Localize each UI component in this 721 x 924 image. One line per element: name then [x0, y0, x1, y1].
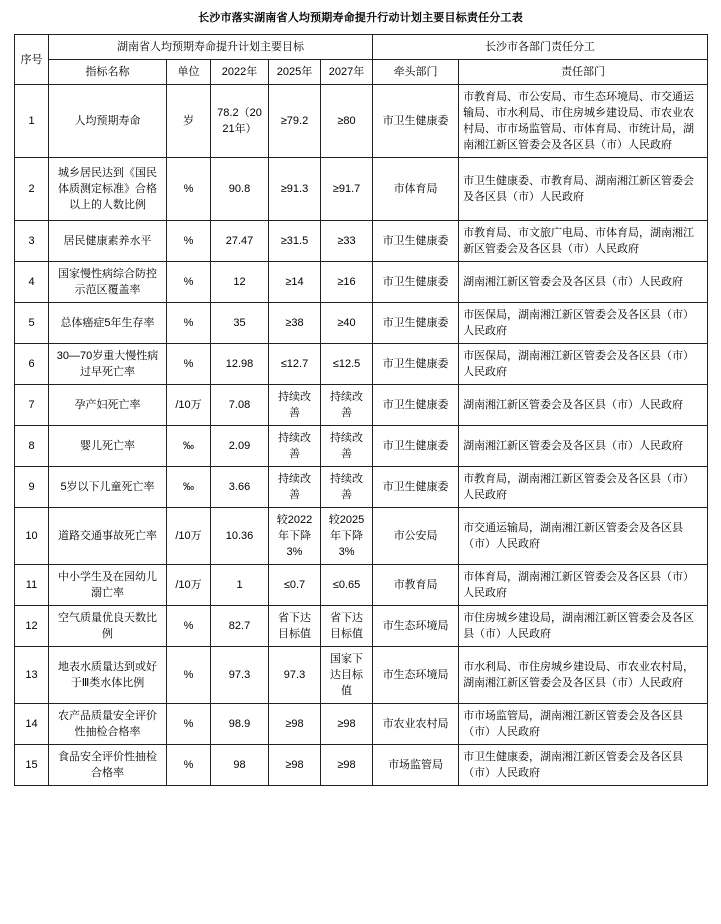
- cell-no: 12: [15, 606, 49, 647]
- cell-lead: 市农业农村局: [373, 704, 459, 745]
- cell-no: 5: [15, 303, 49, 344]
- cell-indicator: 地表水质量达到或好于Ⅲ类水体比例: [49, 647, 167, 704]
- cell-y2025: ≥38: [269, 303, 321, 344]
- cell-y2027: ≥40: [321, 303, 373, 344]
- cell-unit: %: [167, 303, 211, 344]
- page-title: 长沙市落实湖南省人均预期寿命提升行动计划主要目标责任分工表: [198, 12, 523, 24]
- column-header-responsible: 责任部门: [459, 60, 708, 85]
- cell-unit: 岁: [167, 85, 211, 158]
- cell-y2025: ≥98: [269, 745, 321, 786]
- cell-y2027: ≤0.65: [321, 565, 373, 606]
- cell-y2022: 98: [211, 745, 269, 786]
- table-row: [15, 262, 708, 303]
- table-row: [15, 85, 708, 158]
- cell-lead: 市卫生健康委: [373, 303, 459, 344]
- column-header-lead: 牵头部门: [373, 60, 459, 85]
- cell-lead: 市卫生健康委: [373, 467, 459, 508]
- cell-y2027: 国家下达目标值: [321, 647, 373, 704]
- table-row: [15, 385, 708, 426]
- cell-y2025: 较2022年下降3%: [269, 508, 321, 565]
- cell-y2022: 2.09: [211, 426, 269, 467]
- cell-unit: /10万: [167, 565, 211, 606]
- cell-y2022: 35: [211, 303, 269, 344]
- cell-indicator: 5岁以下儿童死亡率: [49, 467, 167, 508]
- cell-indicator: 中小学生及在园幼儿溺亡率: [49, 565, 167, 606]
- cell-unit: %: [167, 221, 211, 262]
- table-row: [15, 647, 708, 704]
- table-row: [15, 565, 708, 606]
- cell-responsible: 市教育局、市文旅广电局、市体育局，湖南湘江新区管委会及各区县（市）人民政府: [459, 221, 708, 262]
- cell-y2025: 省下达目标值: [269, 606, 321, 647]
- cell-no: 9: [15, 467, 49, 508]
- cell-indicator: 国家慢性病综合防控示范区覆盖率: [49, 262, 167, 303]
- cell-no: 4: [15, 262, 49, 303]
- cell-lead: 市生态环境局: [373, 606, 459, 647]
- cell-no: 3: [15, 221, 49, 262]
- cell-y2027: ≥16: [321, 262, 373, 303]
- cell-no: 7: [15, 385, 49, 426]
- cell-y2025: ≤12.7: [269, 344, 321, 385]
- cell-y2027: 持续改善: [321, 467, 373, 508]
- cell-y2022: 12.98: [211, 344, 269, 385]
- cell-y2027: 省下达目标值: [321, 606, 373, 647]
- cell-unit: %: [167, 262, 211, 303]
- table-row: [15, 221, 708, 262]
- cell-unit: %: [167, 745, 211, 786]
- table-row: [15, 606, 708, 647]
- cell-y2025: ≤0.7: [269, 565, 321, 606]
- cell-y2025: ≥14: [269, 262, 321, 303]
- cell-y2025: 97.3: [269, 647, 321, 704]
- cell-lead: 市卫生健康委: [373, 344, 459, 385]
- cell-lead: 市卫生健康委: [373, 385, 459, 426]
- cell-unit: ‰: [167, 426, 211, 467]
- cell-no: 1: [15, 85, 49, 158]
- cell-responsible: 市交通运输局，湖南湘江新区管委会及各区县（市）人民政府: [459, 508, 708, 565]
- cell-indicator: 道路交通事故死亡率: [49, 508, 167, 565]
- column-header-no: 序号: [15, 35, 49, 85]
- cell-y2027: ≤12.5: [321, 344, 373, 385]
- cell-y2022: 97.3: [211, 647, 269, 704]
- cell-unit: %: [167, 158, 211, 221]
- table-row: [15, 508, 708, 565]
- cell-lead: 市教育局: [373, 565, 459, 606]
- cell-y2027: 持续改善: [321, 385, 373, 426]
- cell-y2025: 持续改善: [269, 467, 321, 508]
- cell-indicator: 城乡居民达到《国民体质测定标准》合格以上的人数比例: [49, 158, 167, 221]
- cell-lead: 市卫生健康委: [373, 426, 459, 467]
- cell-responsible: 市卫生健康委，湖南湘江新区管委会及各区县（市）人民政府: [459, 745, 708, 786]
- cell-indicator: 食品安全评价性抽检合格率: [49, 745, 167, 786]
- cell-responsible: 湖南湘江新区管委会及各区县（市）人民政府: [459, 385, 708, 426]
- cell-y2022: 7.08: [211, 385, 269, 426]
- cell-y2025: 持续改善: [269, 426, 321, 467]
- table-row: [15, 704, 708, 745]
- cell-responsible: 市水利局、市住房城乡建设局、市农业农村局，湖南湘江新区管委会及各区县（市）人民政府: [459, 647, 708, 704]
- table-row: [15, 467, 708, 508]
- group-header-left: 湖南省人均预期寿命提升计划主要目标: [49, 35, 373, 60]
- cell-no: 15: [15, 745, 49, 786]
- cell-unit: /10万: [167, 508, 211, 565]
- cell-y2022: 12: [211, 262, 269, 303]
- cell-no: 10: [15, 508, 49, 565]
- cell-unit: %: [167, 606, 211, 647]
- cell-indicator: 总体癌症5年生存率: [49, 303, 167, 344]
- cell-y2022: 78.2（2021年）: [211, 85, 269, 158]
- cell-y2027: ≥91.7: [321, 158, 373, 221]
- cell-responsible: 市体育局，湖南湘江新区管委会及各区县（市）人民政府: [459, 565, 708, 606]
- cell-lead: 市公安局: [373, 508, 459, 565]
- table-row: [15, 303, 708, 344]
- cell-no: 14: [15, 704, 49, 745]
- cell-lead: 市生态环境局: [373, 647, 459, 704]
- cell-responsible: 市教育局，湖南湘江新区管委会及各区县（市）人民政府: [459, 467, 708, 508]
- cell-unit: %: [167, 647, 211, 704]
- table-row: [15, 344, 708, 385]
- table-group-header-row: [15, 35, 708, 60]
- cell-lead: 市卫生健康委: [373, 262, 459, 303]
- cell-responsible: 湖南湘江新区管委会及各区县（市）人民政府: [459, 262, 708, 303]
- table-row: [15, 426, 708, 467]
- cell-y2025: ≥98: [269, 704, 321, 745]
- cell-lead: 市卫生健康委: [373, 85, 459, 158]
- column-header-y2022: 2022年: [211, 60, 269, 85]
- cell-indicator: 居民健康素养水平: [49, 221, 167, 262]
- cell-lead: 市体育局: [373, 158, 459, 221]
- cell-y2022: 82.7: [211, 606, 269, 647]
- cell-y2027: 较2025年下降3%: [321, 508, 373, 565]
- cell-responsible: 湖南湘江新区管委会及各区县（市）人民政府: [459, 426, 708, 467]
- table-row: [15, 158, 708, 221]
- responsibility-table: [14, 34, 708, 786]
- cell-y2022: 10.36: [211, 508, 269, 565]
- cell-lead: 市卫生健康委: [373, 221, 459, 262]
- table-column-header-row: [15, 60, 708, 85]
- cell-responsible: 市教育局、市公安局、市生态环境局、市交通运输局、市水利局、市住房城乡建设局、市农业农村局、市市场监管局、市体育局、市统计局，湖南湘江新区管委会及各区县（市）人民政府: [459, 85, 708, 158]
- cell-y2025: 持续改善: [269, 385, 321, 426]
- cell-unit: %: [167, 344, 211, 385]
- table-body: [15, 85, 708, 786]
- cell-y2027: ≥80: [321, 85, 373, 158]
- cell-unit: %: [167, 704, 211, 745]
- column-header-y2027: 2027年: [321, 60, 373, 85]
- cell-y2027: ≥98: [321, 704, 373, 745]
- cell-indicator: 30—70岁重大慢性病过早死亡率: [49, 344, 167, 385]
- cell-no: 13: [15, 647, 49, 704]
- cell-unit: /10万: [167, 385, 211, 426]
- cell-y2027: ≥33: [321, 221, 373, 262]
- cell-y2022: 3.66: [211, 467, 269, 508]
- table-row: [15, 745, 708, 786]
- column-header-indicator: 指标名称: [49, 60, 167, 85]
- cell-responsible: 市卫生健康委、市教育局、湖南湘江新区管委会及各区县（市）人民政府: [459, 158, 708, 221]
- cell-indicator: 空气质量优良天数比例: [49, 606, 167, 647]
- cell-lead: 市场监管局: [373, 745, 459, 786]
- cell-y2025: ≥31.5: [269, 221, 321, 262]
- cell-y2022: 27.47: [211, 221, 269, 262]
- cell-y2022: 90.8: [211, 158, 269, 221]
- cell-no: 11: [15, 565, 49, 606]
- cell-no: 6: [15, 344, 49, 385]
- cell-responsible: 市医保局，湖南湘江新区管委会及各区县（市）人民政府: [459, 303, 708, 344]
- cell-unit: ‰: [167, 467, 211, 508]
- group-header-right: 长沙市各部门责任分工: [373, 35, 708, 60]
- cell-y2027: ≥98: [321, 745, 373, 786]
- cell-responsible: 市住房城乡建设局，湖南湘江新区管委会及各区县（市）人民政府: [459, 606, 708, 647]
- cell-no: 8: [15, 426, 49, 467]
- table-header: [15, 35, 708, 85]
- cell-y2025: ≥91.3: [269, 158, 321, 221]
- cell-y2022: 98.9: [211, 704, 269, 745]
- cell-no: 2: [15, 158, 49, 221]
- cell-y2025: ≥79.2: [269, 85, 321, 158]
- cell-indicator: 婴儿死亡率: [49, 426, 167, 467]
- cell-indicator: 孕产妇死亡率: [49, 385, 167, 426]
- cell-indicator: 农产品质量安全评价性抽检合格率: [49, 704, 167, 745]
- column-header-y2025: 2025年: [269, 60, 321, 85]
- cell-y2027: 持续改善: [321, 426, 373, 467]
- column-header-unit: 单位: [167, 60, 211, 85]
- cell-y2022: 1: [211, 565, 269, 606]
- cell-responsible: 市市场监管局，湖南湘江新区管委会及各区县（市）人民政府: [459, 704, 708, 745]
- cell-indicator: 人均预期寿命: [49, 85, 167, 158]
- cell-responsible: 市医保局，湖南湘江新区管委会及各区县（市）人民政府: [459, 344, 708, 385]
